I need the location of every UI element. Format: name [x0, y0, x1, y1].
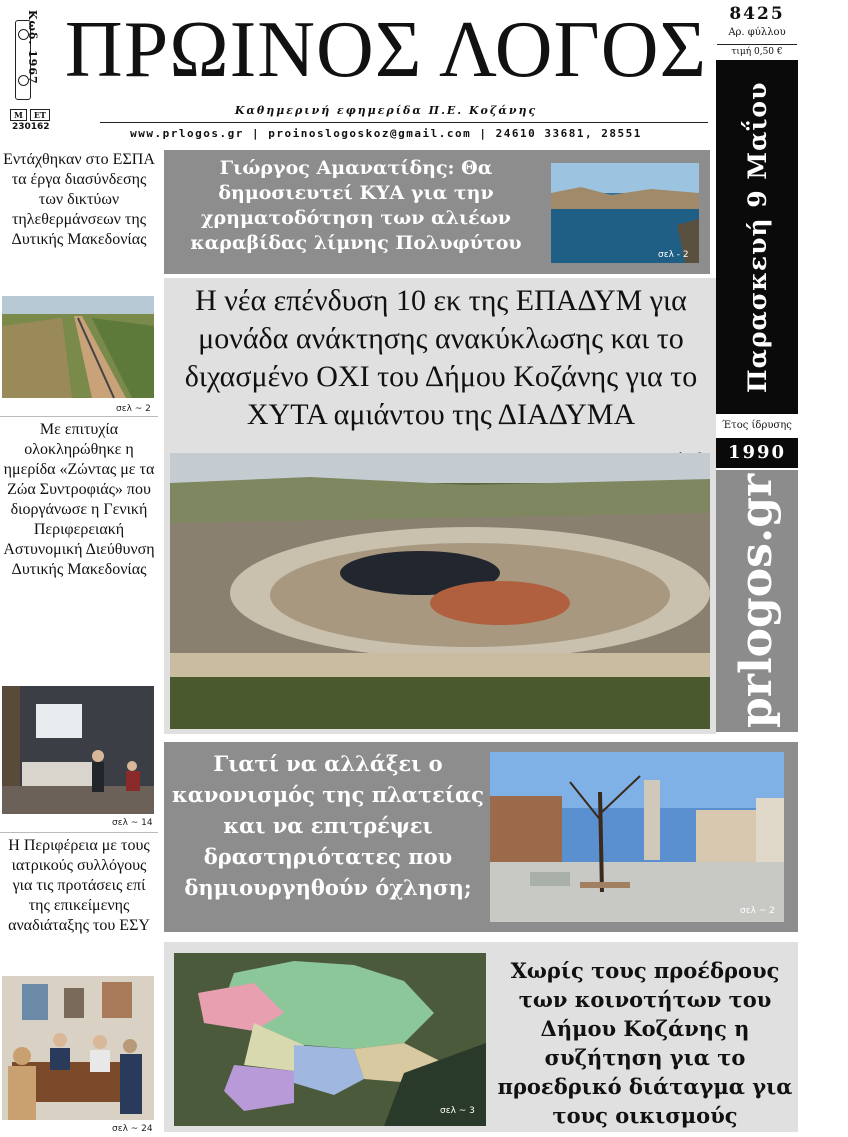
presidents-headline[interactable]: Χωρίς τους προέδρους των κοινοτήτων του Δήμου Κοζάνης η συζήτηση για το προεδρικό διάταγμα για τους οικισμούς: [497, 958, 793, 1128]
page-ref: σελ ~ 3: [440, 1106, 475, 1116]
founded-year: 1990: [716, 438, 798, 468]
page-ref: σελ - 2: [658, 250, 689, 260]
issue-price: τιμή 0,50 €: [717, 44, 797, 57]
website-band[interactable]: [716, 470, 798, 732]
landfill-photo[interactable]: [170, 453, 710, 729]
tag-box: Μ: [10, 109, 27, 121]
square-headline[interactable]: Γιατί να αλλάξει ο κανονισμός της πλατείας και να επιτρέψει δραστηριότατες που δημιουργηθούν όχληση;: [172, 751, 484, 900]
registry-code: Κωδ. 1967: [26, 10, 39, 85]
issue-number: 8425: [729, 4, 785, 24]
town-square-photo[interactable]: [490, 752, 784, 922]
column-divider: [0, 832, 158, 833]
left-headline-district-heating[interactable]: Εντάχθηκαν στο ΕΣΠΑ τα έργα διασύνδεσης των δικτύων τηλεθερμάνσεων της Δυτικής Μακεδονίας: [3, 151, 155, 248]
amanatidis-headline[interactable]: Γιώργος Αμανατίδης: Θα δημοσιευτεί ΚΥΑ για την χρηματοδότηση των αλιέων καραβίδας λίμνης Πολυφύτου: [190, 157, 522, 254]
issue-date: Παρασκευή 9 Μαΐου 2025: [743, 81, 832, 393]
website-link[interactable]: prlogos.gr: [731, 473, 782, 729]
page-ref: σελ ~ 2: [116, 404, 151, 414]
municipality-map[interactable]: [174, 953, 486, 1126]
newspaper-subtitle: Καθημερινή εφημερίδα Π.Ε. Κοζάνης: [234, 104, 538, 117]
column-divider: [0, 416, 158, 417]
page-ref: σελ ~ 14: [112, 818, 153, 828]
contact-line[interactable]: www.prlogos.gr | proinoslogoskoz@gmail.com | 24610 33681, 28551: [130, 127, 642, 140]
registry-id: 230162: [12, 122, 50, 132]
meeting-photo[interactable]: [2, 976, 154, 1120]
founded-label: Έτος ίδρυσης: [722, 420, 792, 431]
date-band: [716, 60, 832, 414]
pipeline-photo[interactable]: [2, 296, 154, 398]
masthead-divider: [100, 122, 708, 123]
tag-boxes: [10, 109, 53, 121]
lead-headline[interactable]: Η νέα επένδυση 10 εκ της ΕΠΑΔΥΜ για μονάδα ανάκτησης ανακύκλωσης και το διχασμένο ΟΧΙ του Δήμου Κοζάνης για το ΧΥΤΑ αμιάντου της ΔΙΑΔΥΜΑ: [184, 284, 698, 431]
seminar-photo[interactable]: [2, 686, 154, 814]
left-headline-health-system[interactable]: Η Περιφέρεια με τους ιατρικούς συλλόγους για τις προτάσεις επί της επικείμενης αναδιάταξης του ΕΣΥ: [8, 837, 150, 934]
issue-number-label: Αρ. φύλλου: [728, 27, 786, 38]
page-ref: σελ ~ 2: [740, 906, 775, 916]
lake-photo[interactable]: [551, 163, 699, 263]
tag-box: ΕΤ: [30, 109, 50, 121]
page-ref: σελ ~ 24: [112, 1124, 153, 1134]
newspaper-title[interactable]: ΠΡΩΙΝΟΣ ΛΟΓΟΣ: [64, 6, 708, 94]
left-headline-pets-seminar[interactable]: Με επιτυχία ολοκληρώθηκε η ημερίδα «Ζώντας με τα Ζώα Συντροφιάς» που διοργάνωσε η Γενική Περιφερειακή Αστυνομική Διεύθυνση Δυτικής Μακεδονίας: [3, 421, 155, 578]
